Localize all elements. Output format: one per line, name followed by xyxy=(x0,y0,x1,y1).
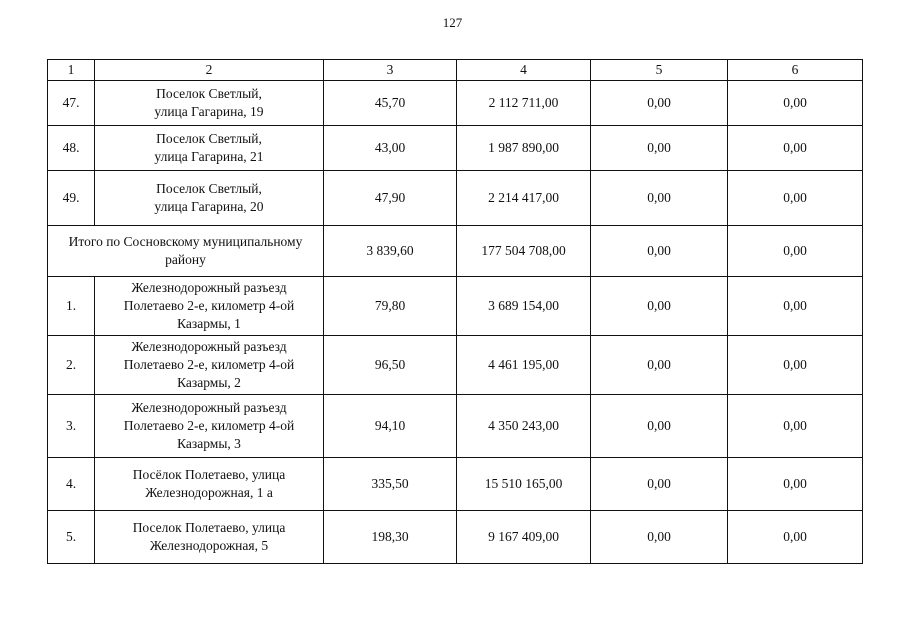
column-header: 6 xyxy=(728,60,863,81)
column-header: 4 xyxy=(457,60,591,81)
housing-table xyxy=(47,59,863,564)
address-cell: Посёлок Полетаево, улица Железнодорожная, 1 а xyxy=(95,458,324,511)
table-row xyxy=(48,336,863,395)
area-cell: 96,50 xyxy=(324,336,457,395)
column-header: 2 xyxy=(95,60,324,81)
row-number: 2. xyxy=(48,336,95,395)
address-cell: Поселок Светлый, улица Гагарина, 19 xyxy=(95,81,324,126)
column6-cell: 0,00 xyxy=(728,126,863,171)
cost-cell: 15 510 165,00 xyxy=(457,458,591,511)
area-cell: 94,10 xyxy=(324,395,457,458)
subtotal-cost: 177 504 708,00 xyxy=(457,226,591,277)
column5-cell: 0,00 xyxy=(591,336,728,395)
row-number: 3. xyxy=(48,395,95,458)
subtotal-column6: 0,00 xyxy=(728,226,863,277)
table-row xyxy=(48,171,863,226)
column-header: 5 xyxy=(591,60,728,81)
address-cell: Поселок Светлый, улица Гагарина, 21 xyxy=(95,126,324,171)
column6-cell: 0,00 xyxy=(728,277,863,336)
table-row xyxy=(48,126,863,171)
column5-cell: 0,00 xyxy=(591,458,728,511)
cost-cell: 3 689 154,00 xyxy=(457,277,591,336)
address-cell: Железнодорожный разъезд Полетаево 2-е, километр 4-ой Казармы, 1 xyxy=(95,277,324,336)
cost-cell: 2 112 711,00 xyxy=(457,81,591,126)
column5-cell: 0,00 xyxy=(591,171,728,226)
column5-cell: 0,00 xyxy=(591,395,728,458)
table-row xyxy=(48,81,863,126)
subtotal-row xyxy=(48,226,863,277)
column6-cell: 0,00 xyxy=(728,458,863,511)
column5-cell: 0,00 xyxy=(591,277,728,336)
column6-cell: 0,00 xyxy=(728,336,863,395)
column-header: 3 xyxy=(324,60,457,81)
cost-cell: 1 987 890,00 xyxy=(457,126,591,171)
column5-cell: 0,00 xyxy=(591,511,728,564)
table-row xyxy=(48,511,863,564)
row-number: 4. xyxy=(48,458,95,511)
area-cell: 43,00 xyxy=(324,126,457,171)
row-number: 49. xyxy=(48,171,95,226)
address-cell: Железнодорожный разъезд Полетаево 2-е, километр 4-ой Казармы, 2 xyxy=(95,336,324,395)
cost-cell: 2 214 417,00 xyxy=(457,171,591,226)
area-cell: 335,50 xyxy=(324,458,457,511)
subtotal-column5: 0,00 xyxy=(591,226,728,277)
column-number-row xyxy=(48,60,863,81)
table-row xyxy=(48,395,863,458)
address-cell: Железнодорожный разъезд Полетаево 2-е, километр 4-ой Казармы, 3 xyxy=(95,395,324,458)
area-cell: 198,30 xyxy=(324,511,457,564)
column5-cell: 0,00 xyxy=(591,126,728,171)
table-row xyxy=(48,458,863,511)
column6-cell: 0,00 xyxy=(728,81,863,126)
column6-cell: 0,00 xyxy=(728,171,863,226)
row-number: 48. xyxy=(48,126,95,171)
cost-cell: 4 350 243,00 xyxy=(457,395,591,458)
area-cell: 47,90 xyxy=(324,171,457,226)
column6-cell: 0,00 xyxy=(728,511,863,564)
subtotal-label: Итого по Сосновскому муниципальному району xyxy=(48,226,324,277)
area-cell: 45,70 xyxy=(324,81,457,126)
subtotal-area: 3 839,60 xyxy=(324,226,457,277)
row-number: 5. xyxy=(48,511,95,564)
page-number: 127 xyxy=(442,15,463,30)
table-row xyxy=(48,277,863,336)
address-cell: Поселок Светлый, улица Гагарина, 20 xyxy=(95,171,324,226)
column5-cell: 0,00 xyxy=(591,81,728,126)
area-cell: 79,80 xyxy=(324,277,457,336)
row-number: 47. xyxy=(48,81,95,126)
cost-cell: 4 461 195,00 xyxy=(457,336,591,395)
cost-cell: 9 167 409,00 xyxy=(457,511,591,564)
address-cell: Поселок Полетаево, улица Железнодорожная, 5 xyxy=(95,511,324,564)
column6-cell: 0,00 xyxy=(728,395,863,458)
row-number: 1. xyxy=(48,277,95,336)
column-header: 1 xyxy=(48,60,95,81)
